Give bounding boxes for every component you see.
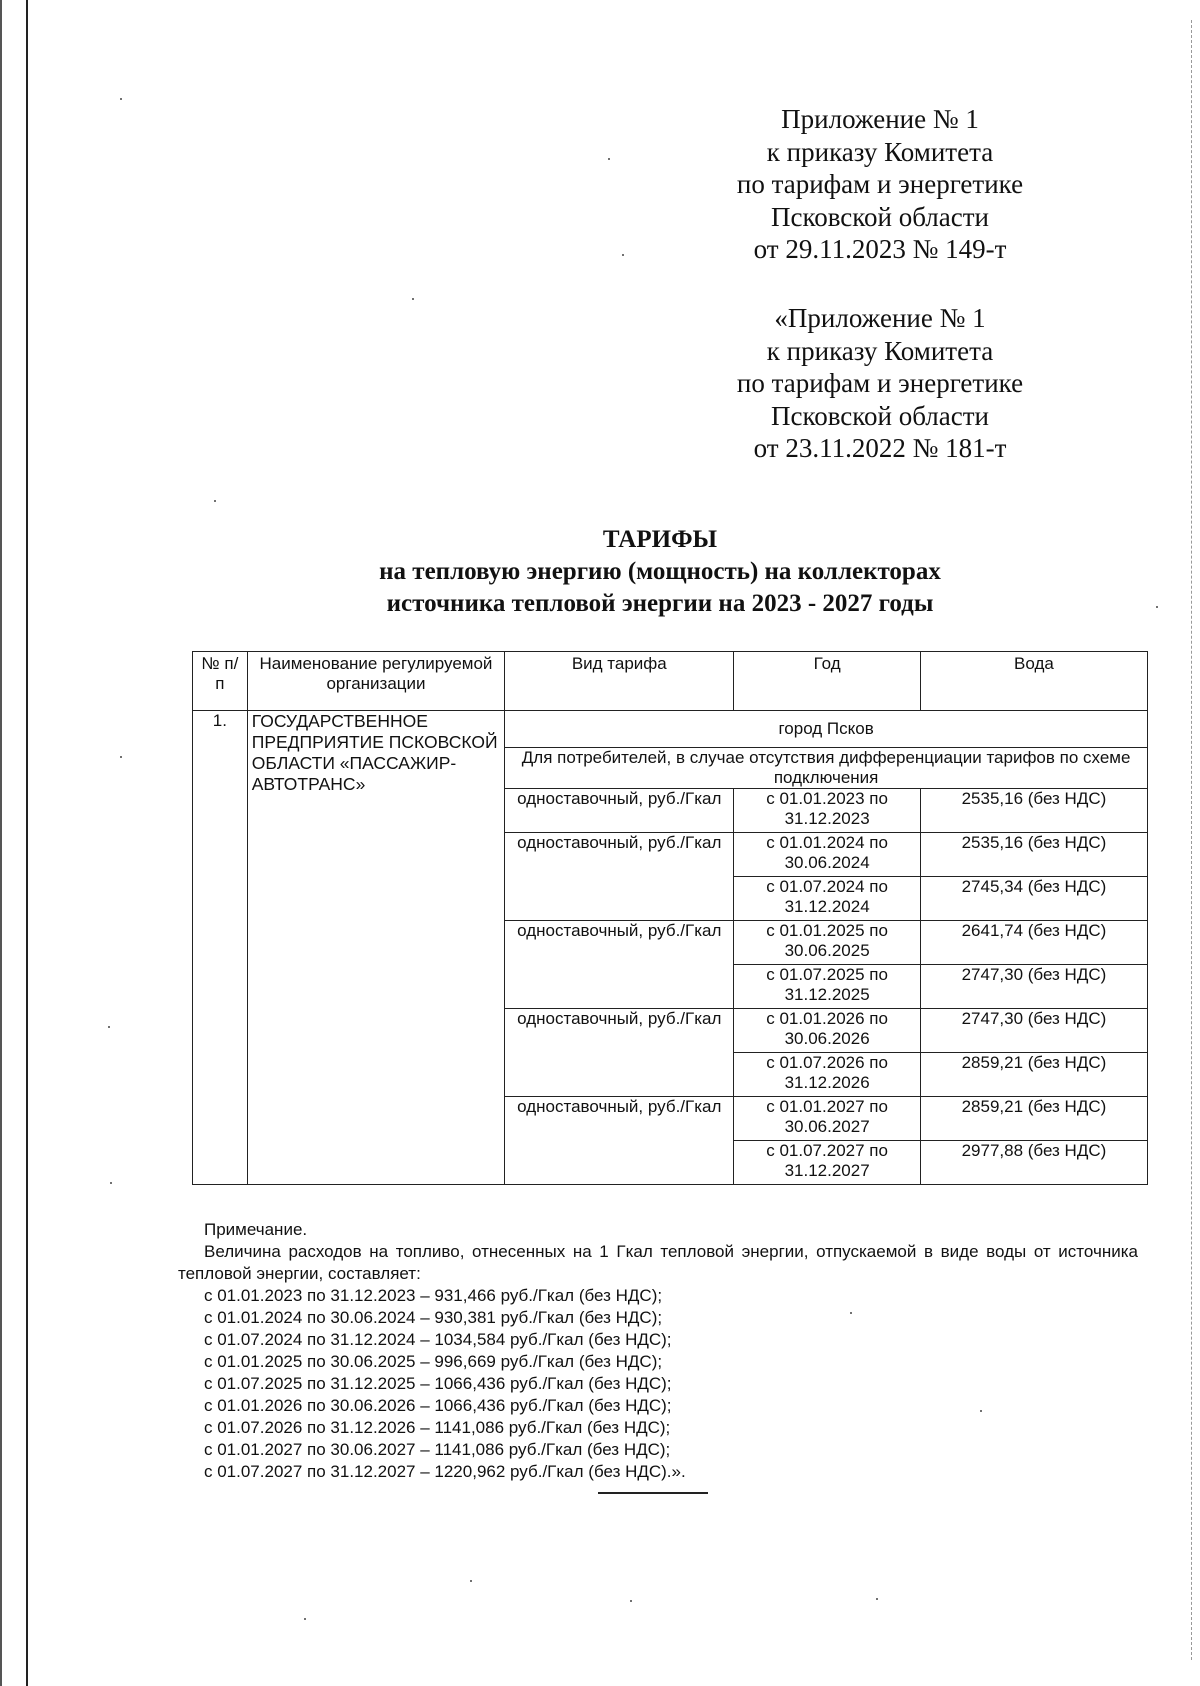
table-row [193,711,1148,748]
scan-edge-right [1190,20,1192,1660]
scan-speck [412,298,414,300]
scan-edge-left [26,0,28,1686]
scan-edge-outer [0,0,2,1686]
tariff-type: одноставочный, руб./Гкал [505,1097,734,1185]
tariff-table [192,651,1148,1185]
appendix-line: Приложение № 1 [781,104,979,134]
note-line: с 01.01.2024 по 30.06.2024 – 930,381 руб./Гкал (без НДС); [204,1308,663,1327]
scan-speck [1156,606,1158,608]
row-number: 1. [193,711,248,1185]
appendix-header-current [700,103,1060,266]
tariff-period: с 01.01.2025 по 30.06.2025 [734,921,921,965]
appendix-header-previous [700,302,1060,465]
tariff-type: одноставочный, руб./Гкал [505,789,734,833]
scan-speck [622,254,624,256]
note-line: с 01.01.2026 по 30.06.2026 – 1066,436 руб./Гкал (без НДС); [204,1396,672,1415]
note-line: с 01.01.2023 по 31.12.2023 – 931,466 руб./Гкал (без НДС); [204,1286,663,1305]
table-header-row [193,652,1148,711]
document-title [180,524,1140,620]
tariff-value: 2641,74 (без НДС) [920,921,1147,965]
tariff-period: с 01.01.2024 по 30.06.2024 [734,833,921,877]
note-line: с 01.01.2027 по 30.06.2027 – 1141,086 руб./Гкал (без НДС); [204,1440,671,1459]
scan-speck [120,756,122,758]
appendix-line: Псковской области [770,201,989,232]
scan-speck [980,1410,982,1412]
note-line: с 01.01.2025 по 30.06.2025 – 996,669 руб./Гкал (без НДС); [204,1352,663,1371]
city-name: город Псков [505,711,1148,748]
header-num: № п/п [193,652,248,711]
note-line: с 01.07.2027 по 31.12.2027 – 1220,962 руб./Гкал (без НДС).». [204,1462,686,1481]
tariff-value: 2535,16 (без НДС) [920,789,1147,833]
tariff-period: с 01.01.2023 по 31.12.2023 [734,789,921,833]
scan-speck [214,500,216,502]
note-line: с 01.07.2025 по 31.12.2025 – 1066,436 руб./Гкал (без НДС); [204,1374,672,1393]
scan-speck [120,98,122,100]
tariff-value: 2859,21 (без НДС) [920,1097,1147,1141]
scan-speck [630,1600,632,1602]
title-line: источника тепловой энергии на 2023 - 2027 годы [386,590,934,617]
organization-name: ГОСУДАРСТВЕННОЕ ПРЕДПРИЯТИЕ ПСКОВСКОЙ ОБЛАСТИ «ПАССАЖИР-АВТОТРАНС» [247,711,505,1185]
title-line: на тепловую энергию (мощность) на коллекторах [379,558,941,585]
scan-speck [304,1618,306,1620]
appendix-line: Псковской области [770,400,989,431]
appendix-line: по тарифам и энергетике [736,169,1024,199]
tariff-value: 2535,16 (без НДС) [920,833,1147,877]
appendix-line: от 29.11.2023 № 149-т [753,234,1007,264]
scan-speck [876,1598,878,1600]
header-year: Год [734,652,921,711]
note-line: с 01.07.2024 по 31.12.2024 – 1034,584 руб./Гкал (без НДС); [204,1330,672,1349]
tariff-value: 2977,88 (без НДС) [920,1141,1147,1185]
appendix-line: к приказу Комитета [766,136,994,167]
note-line: с 01.07.2026 по 31.12.2026 – 1141,086 руб./Гкал (без НДС); [204,1418,671,1437]
note-intro: Величина расходов на топливо, отнесенных на 1 Гкал тепловой энергии, отпускаемой в виде воды от источника тепловой энергии, составляет: [178,1242,1138,1283]
header-water: Вода [920,652,1147,711]
note-heading: Примечание. [204,1220,308,1239]
appendix-line: к приказу Комитета [766,335,994,366]
tariff-type: одноставочный, руб./Гкал [505,1009,734,1097]
tariff-type: одноставочный, руб./Гкал [505,921,734,1009]
tariff-period: с 01.07.2025 по 31.12.2025 [734,965,921,1009]
title-main: ТАРИФЫ [602,526,718,553]
scan-speck [110,1182,112,1184]
tariff-period: с 01.07.2024 по 31.12.2024 [734,877,921,921]
tariff-value: 2745,34 (без НДС) [920,877,1147,921]
consumer-group: Для потребителей, в случае отсутствия дифференциации тарифов по схеме подключения [505,748,1148,789]
tariff-period: с 01.01.2027 по 30.06.2027 [734,1097,921,1141]
tariff-value: 2747,30 (без НДС) [920,1009,1147,1053]
tariff-period: с 01.07.2027 по 31.12.2027 [734,1141,921,1185]
scan-speck [470,1580,472,1582]
tariff-value: 2747,30 (без НДС) [920,965,1147,1009]
end-rule [598,1492,708,1494]
appendix-line: по тарифам и энергетике [736,368,1024,398]
tariff-type: одноставочный, руб./Гкал [505,833,734,921]
note-section [178,1219,1138,1483]
scan-speck [608,158,610,160]
scan-speck [850,1312,852,1314]
header-org: Наименование регулируемой организации [247,652,505,711]
tariff-value: 2859,21 (без НДС) [920,1053,1147,1097]
tariff-period: с 01.01.2026 по 30.06.2026 [734,1009,921,1053]
appendix-line: «Приложение № 1 [774,303,986,333]
scan-speck [108,1026,110,1028]
appendix-line: от 23.11.2022 № 181-т [753,433,1007,463]
tariff-period: с 01.07.2026 по 31.12.2026 [734,1053,921,1097]
header-type: Вид тарифа [505,652,734,711]
